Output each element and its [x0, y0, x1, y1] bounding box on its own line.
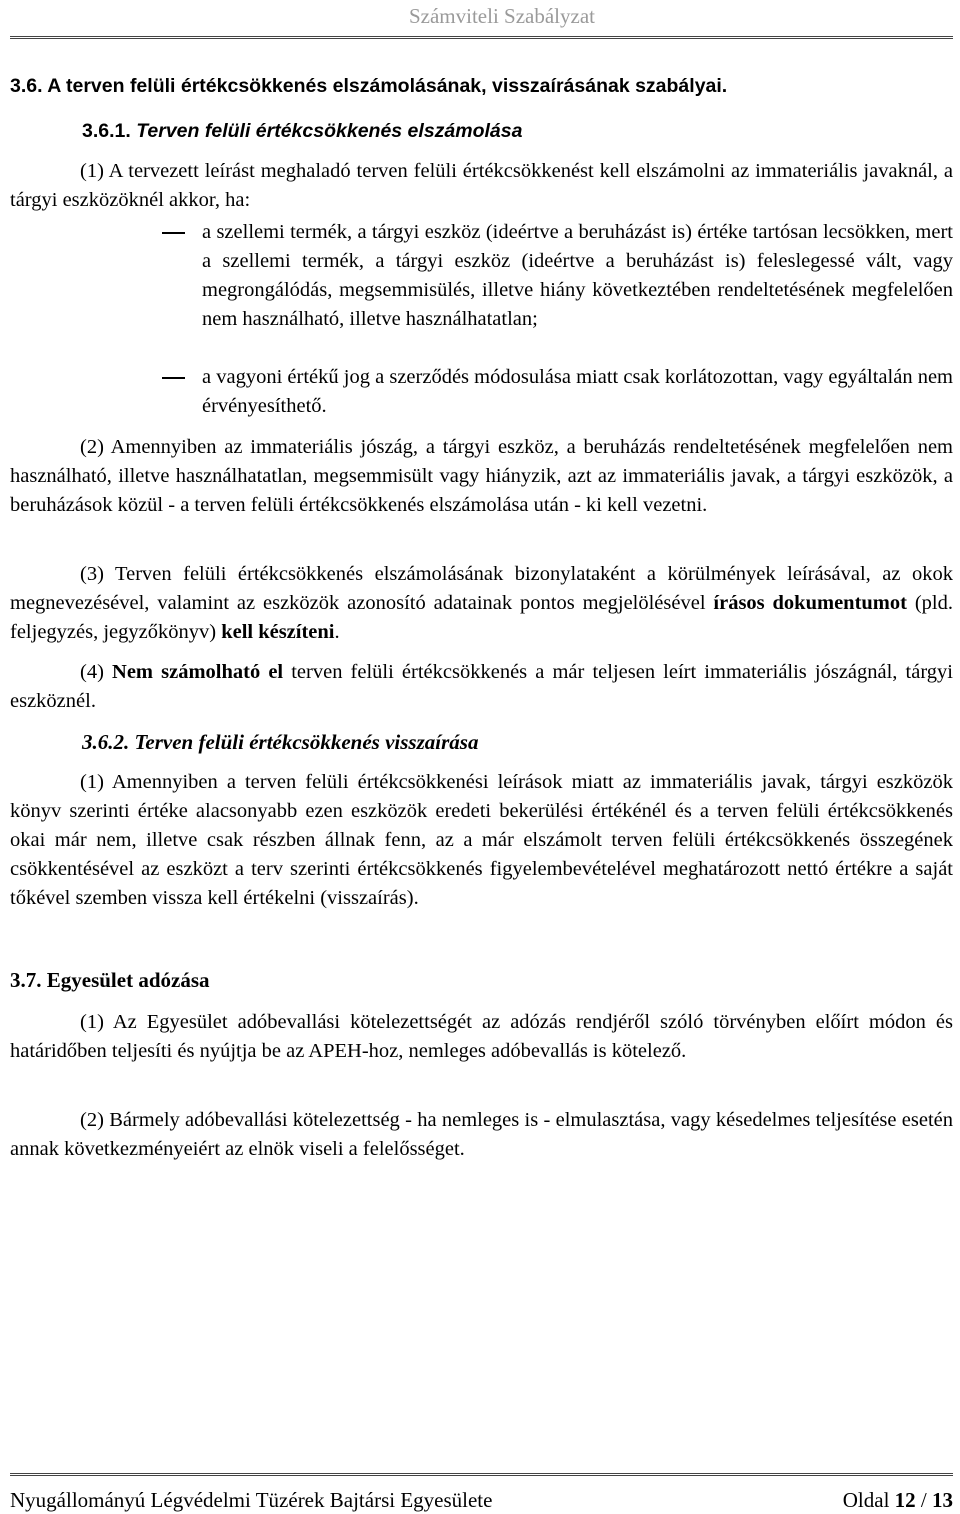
paragraph-3-6-2-1: (1) Amennyiben a terven felüli értékcsökkenési leírások miatt az immateriális javak, tárgyi eszközök könyv szerinti értéke alacsonyabb ezen eszközök eredeti bekerülési értékénél és a terven felüli értékcsökkenés okai már nem, illetve csak részben állnak fenn, az a már elszámolt terven felüli értékcsökkenés összegének csökkentésével az eszközt a terv szerinti értékcsökkenés figyelembevételével meghatározott nettó értékre a saját tőkével szemben vissza kell értékelni (visszaírás).	[10, 771, 953, 909]
page-sep: /	[915, 1488, 932, 1512]
paragraph-3-6-1-1: (1) A tervezett leírást meghaladó terven felüli értékcsökkenést kell elszámolni az immateriális javaknál, a tárgyi eszközöknél akkor, ha:	[10, 160, 953, 211]
footer-page-number	[843, 1488, 953, 1513]
bullet-dash	[162, 232, 185, 234]
footer-organization: Nyugállományú Légvédelmi Tüzérek Bajtársi Egyesülete	[10, 1488, 493, 1512]
p4-text-a: (4)	[80, 661, 113, 683]
page-label: Oldal	[842, 1488, 895, 1512]
p3-text-e: .	[334, 621, 340, 643]
section-heading-3-7: 3.7. Egyesület adózása	[10, 968, 210, 992]
bullet-dash	[162, 377, 185, 379]
p4-bold: Nem számolható el	[112, 661, 284, 683]
bullet-item-2: a vagyoni értékű jog a szerződés módosulása miatt csak korlátozottan, vagy egyáltalán nem érvényesíthető.	[202, 366, 953, 417]
paragraph-3-6-1-3	[10, 560, 953, 647]
p3-text-c: (pld. feljegyzés, jegyzőkönyv)	[10, 592, 953, 643]
bullet-item-1: a szellemi termék, a tárgyi eszköz (ideértve a beruházást is) értéke tartósan lecsökken, mert a szellemi termék, a tárgyi eszköz (ideértve a beruházást is) feleslegessé vált, vagy megrongálódás, megsemmisülés, illetve hiány következtében rendeltetésének megfelelően nem használható, illetve használhatatlan;	[202, 221, 953, 330]
p3-text-a: (3) Terven felüli értékcsökkenés elszámolásának bizonylataként a körülmények leírásával, az okok megnevezésével, valamint az eszközök azonosító adatainak pontos megjelölésével	[10, 563, 953, 614]
page-total: 13	[932, 1488, 953, 1512]
header-title: Számviteli Szabályzat	[408, 4, 595, 28]
p4-text-c: terven felüli értékcsökkenés a már teljesen leírt immateriális jószágnál, tárgyi eszköznél.	[10, 661, 953, 712]
paragraph-3-6-1-2: (2) Amennyiben az immateriális jószág, a tárgyi eszköz, a beruházás rendeltetésének megfelelően nem használható, illetve használhatatlan, megsemmisült vagy hiányzik, azt az immateriális javak, a tárgyi eszközök, a beruházások közül - a terven felüli értékcsökkenés elszámolása után - ki kell vezetni.	[10, 436, 953, 516]
subsection-heading-3-6-2: 3.6.2. Terven felüli értékcsökkenés visszaírása	[82, 730, 479, 754]
page-footer	[10, 1473, 953, 1510]
section-heading-3-6: 3.6. A terven felüli értékcsökkenés elszámolásának, visszaírásának szabályai.	[10, 75, 728, 97]
page-header	[10, 2, 953, 39]
paragraph-3-7-2: (2) Bármely adóbevallási kötelezettség - ha nemleges is - elmulasztása, vagy késedelmes teljesítése esetén annak következményeiért az elnök viseli a felelősséget.	[10, 1109, 953, 1160]
paragraph-3-7-1: (1) Az Egyesület adóbevallási kötelezettségét az adózás rendjéről szóló törvényben előírt módon és határidőben teljesíti és nyújtja be az APEH-hoz, nemleges adóbevallás is kötelező.	[10, 1011, 953, 1062]
p3-bold-must: kell készíteni	[221, 621, 335, 643]
p3-bold-document: írásos dokumentumot	[713, 592, 907, 614]
page-current: 12	[894, 1488, 916, 1512]
subsection-number: 3.6.1.	[82, 120, 131, 142]
paragraph-3-6-1-4	[10, 658, 953, 716]
subsection-title: Terven felüli értékcsökkenés elszámolása	[136, 120, 523, 142]
subsection-heading-3-6-1	[82, 120, 522, 143]
